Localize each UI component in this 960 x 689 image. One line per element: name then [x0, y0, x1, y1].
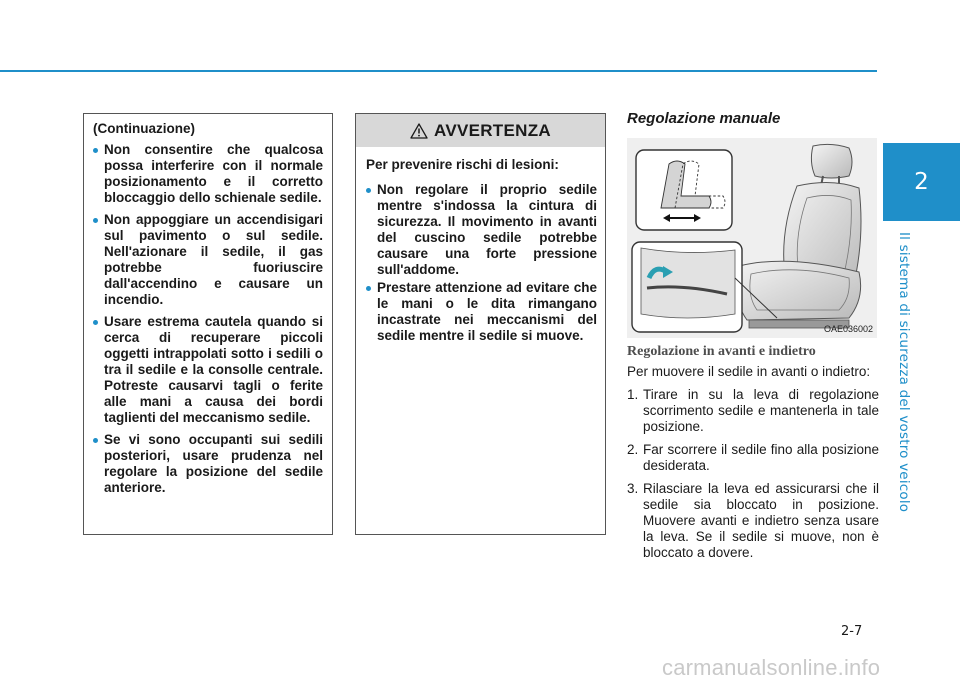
- bullet-icon: [93, 148, 98, 153]
- instructions-intro: Per muovere il sedile in avanti o indietro:: [627, 364, 871, 379]
- list-item: 2. Far scorrere il sedile fino alla posizione desiderata.: [627, 442, 879, 473]
- list-item: Non regolare il proprio sedile mentre s'indossa la cintura di sicurezza. Il movimento in avanti del cuscino sedile potrebbe causare una forte pressione sull'addome.: [366, 182, 597, 278]
- list-item: Non consentire che qualcosa possa interferire con il normale posizionamento e il corretto bloccaggio dello schienale sedile.: [93, 142, 323, 206]
- header-rule: [0, 70, 877, 72]
- caution-box: [83, 113, 333, 535]
- caution-list: [93, 142, 323, 496]
- list-item: 1. Tirare in su la leva di regolazione scorrimento sedile e mantenerla in tale posizione.: [627, 387, 879, 434]
- seat-illustration: [627, 138, 877, 338]
- warning-title: AVVERTENZA: [434, 120, 551, 140]
- page-number: 2-7: [841, 624, 863, 639]
- list-item: Se vi sono occupanti sui sedili posteriori, usare prudenza nel regolare la posizione del sedile anteriore.: [93, 432, 323, 496]
- seat-drawing: [627, 138, 877, 338]
- bullet-icon: [93, 218, 98, 223]
- steps-list: [627, 387, 879, 561]
- chapter-tab[interactable]: [883, 143, 960, 221]
- bullet-icon: [93, 438, 98, 443]
- list-item: 3. Rilasciare la leva ed assicurarsi che il sedile sia bloccato in posizione. Muovere avanti e indietro senza usare la leva. Se il sedile si muove, non è bloccato a dovere.: [627, 481, 879, 560]
- list-item: Prestare attenzione ad evitare che le mani o le dita rimangano incastrate nei meccanismi del sedile mentre il sedile si muove.: [366, 280, 597, 344]
- continuation-label: (Continuazione): [93, 121, 195, 136]
- bullet-icon: [366, 188, 371, 193]
- list-item: Usare estrema cautela quando si cerca di recuperare piccoli oggetti intrappolati sotto i sedili o tra il sedile e la consolle centrale. Potreste causarvi tagli o ferite alle mani a causa dei bordi taglienti del meccanismo sedile.: [93, 314, 323, 426]
- list-item: Non appoggiare un accendisigari sul pavimento o sul sedile. Nell'azionare il sedile, il gas potrebbe fuoriuscire dall'accendino e causare un incendio.: [93, 212, 323, 308]
- warning-triangle-icon: [410, 123, 428, 139]
- chapter-number: 2: [914, 169, 929, 195]
- figure-code: OAE036002: [823, 324, 873, 334]
- instructions: [627, 364, 879, 568]
- subsection-title: Regolazione in avanti e indietro: [627, 344, 816, 359]
- section-title: Regolazione manuale: [627, 110, 781, 127]
- warning-header: [356, 114, 605, 147]
- chapter-title: Il sistema di sicurezza del vostro veicolo: [896, 232, 912, 513]
- warning-body: [356, 147, 605, 344]
- chapter-title-vertical: [896, 232, 916, 513]
- warning-box: [355, 113, 606, 535]
- bullet-icon: [93, 320, 98, 325]
- warning-list: [366, 182, 597, 344]
- bullet-icon: [366, 286, 371, 291]
- warning-intro: Per prevenire rischi di lesioni:: [366, 157, 559, 172]
- watermark: carmanualsonline.info: [662, 655, 881, 680]
